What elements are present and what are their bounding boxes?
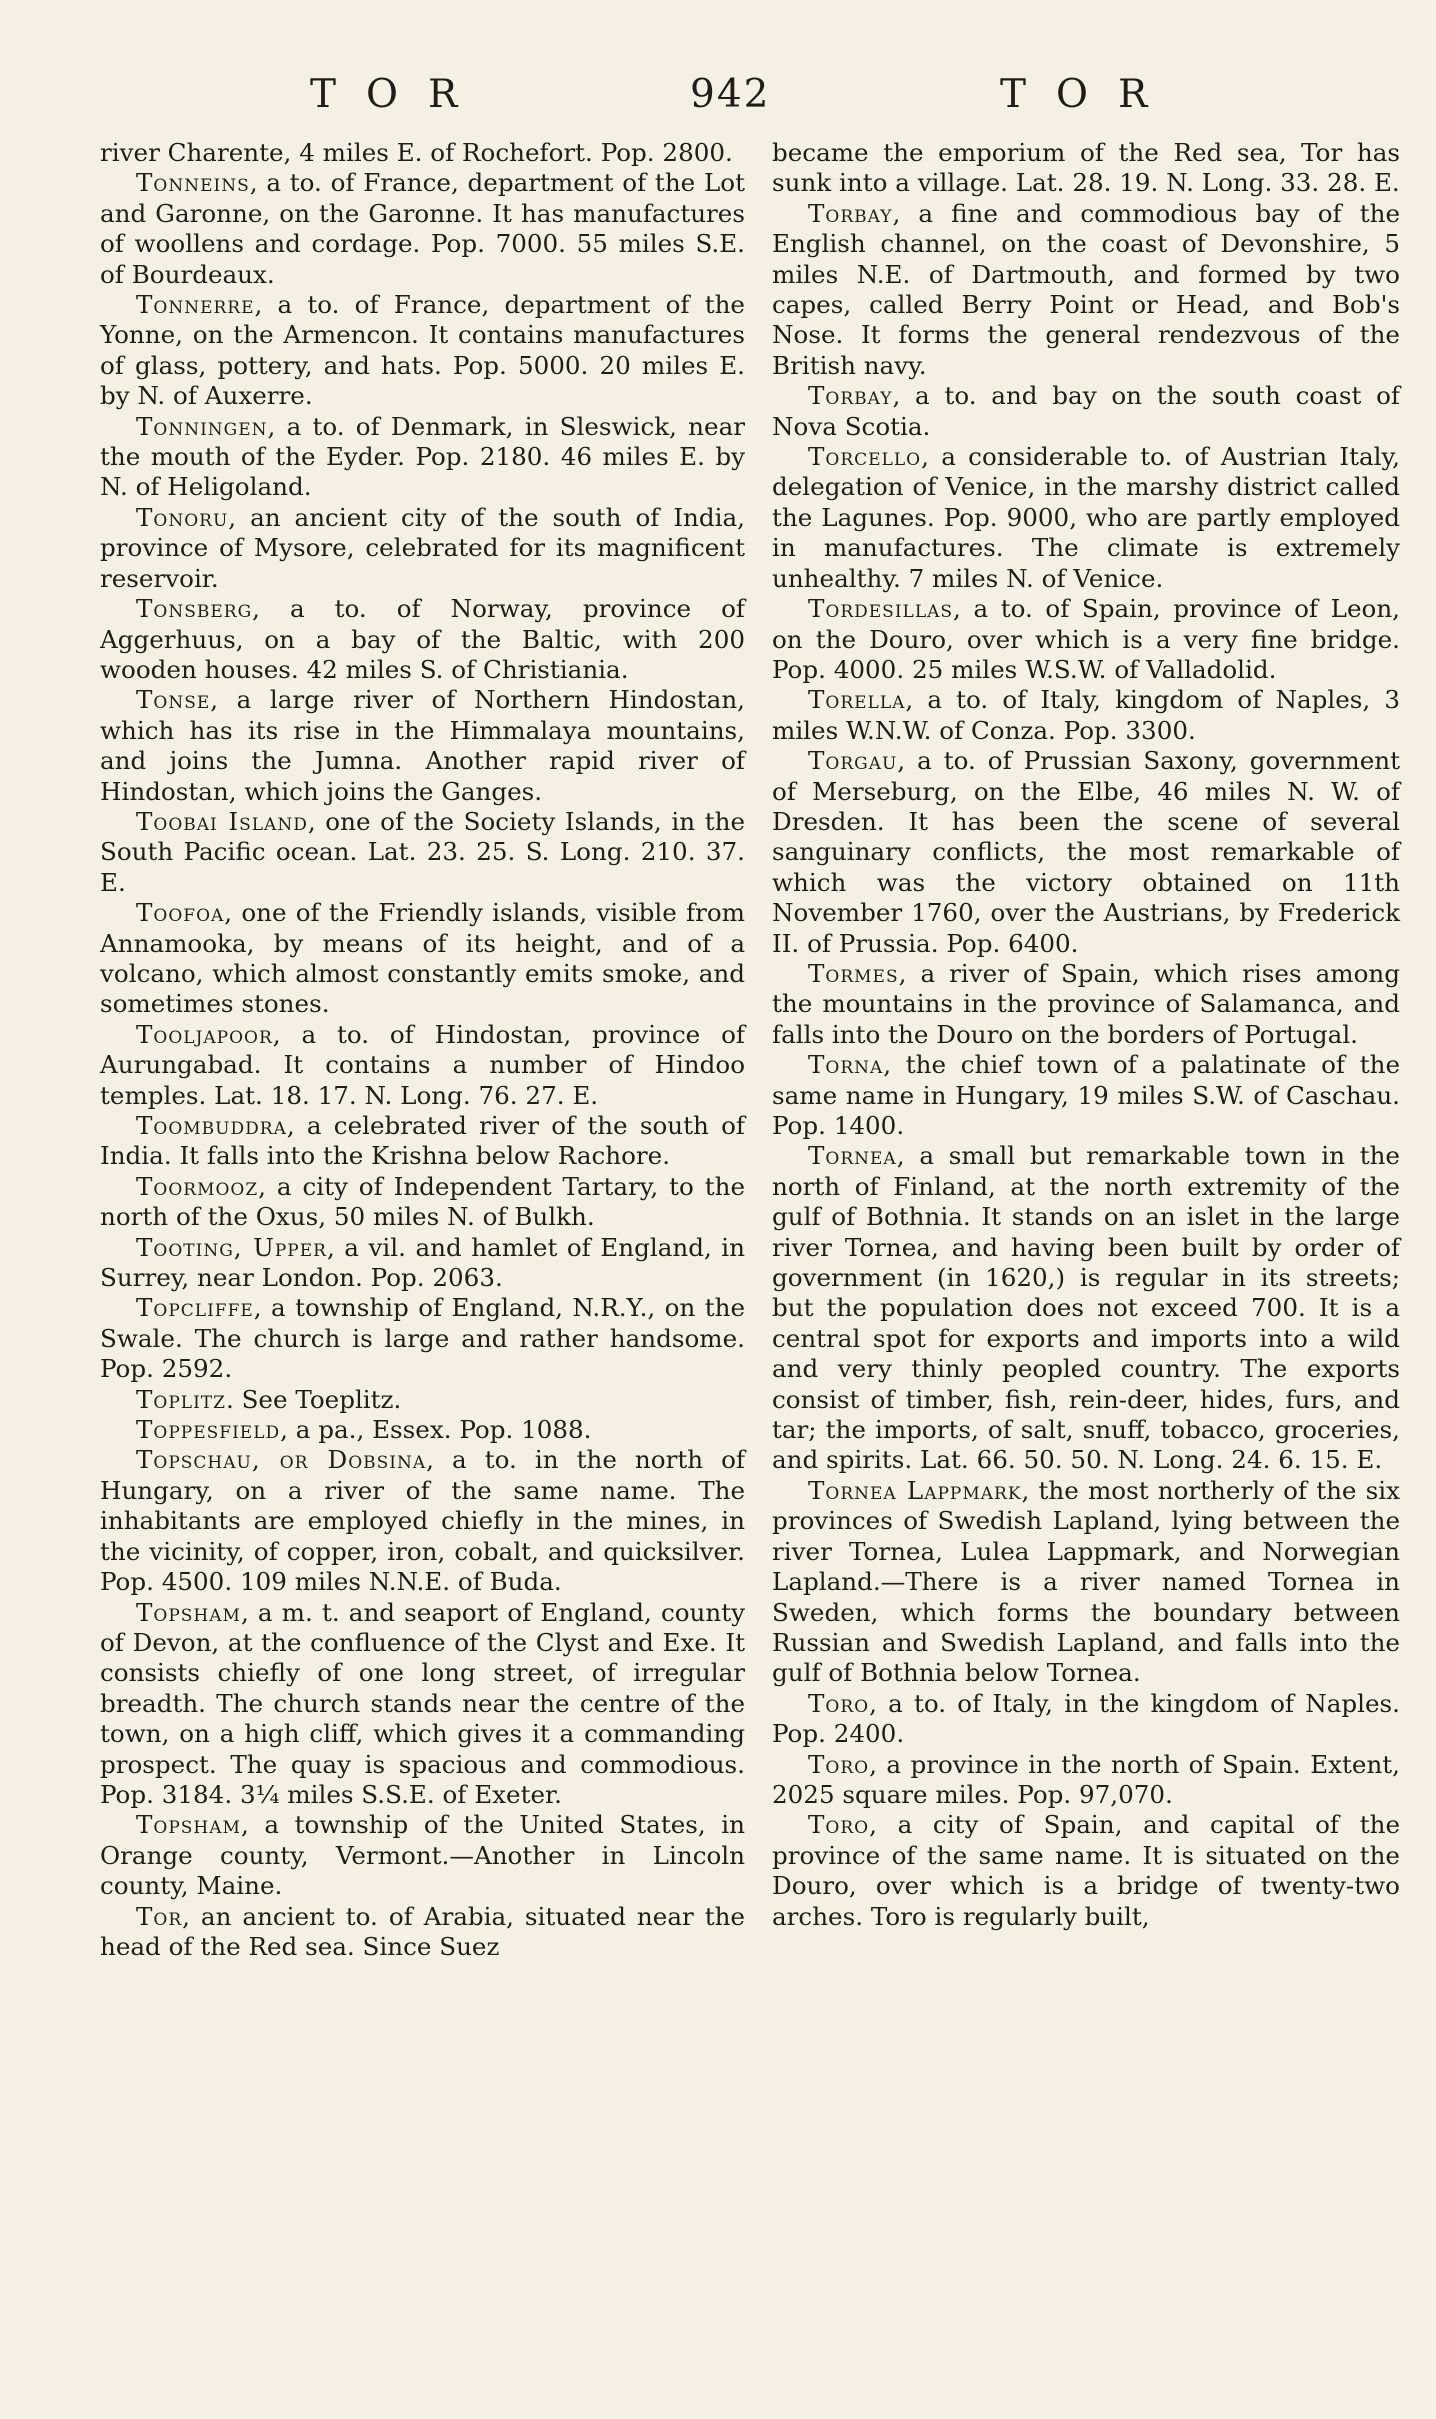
- gazetteer-entry: [772, 1689, 1400, 1750]
- entry-text: , a large river of Northern Hindostan, which has its rise in the Himmalaya mountains, and joins the Jumna. Another rapid river of Hindostan, which joins the Ganges.: [100, 685, 745, 806]
- entry-text: , a to. of Italy, in the kingdom of Naples. Pop. 2400.: [772, 1688, 1400, 1749]
- running-head-left: TOR: [310, 72, 488, 117]
- gazetteer-entry: [100, 1020, 745, 1111]
- gazetteer-entry: [100, 807, 745, 898]
- gazetteer-entry: [772, 1750, 1400, 1811]
- entry-text: became the emporium of the Red sea, Tor has sunk into a village. Lat. 28. 19. N. Long. 33. 28. E.: [772, 138, 1400, 198]
- entry-headword: Tonningen: [136, 411, 268, 441]
- entry-text: , a province in the north of Spain. Extent, 2025 square miles. Pop. 97,070.: [772, 1749, 1400, 1809]
- gazetteer-entry: [100, 1293, 745, 1384]
- entry-headword: Torgau: [808, 746, 898, 776]
- running-head-right: TOR: [1000, 72, 1178, 117]
- entry-headword: Tonneins: [136, 168, 250, 198]
- gazetteer-entry: [772, 746, 1400, 959]
- entry-headword: Toro: [808, 1810, 870, 1840]
- entry-headword: Topsham: [136, 1810, 241, 1840]
- entry-text: , a to. of France, department of the Yonne, on the Armencon. It contains manufactures of glass, pottery, and hats. Pop. 5000. 20 miles E. by N. of Auxerre.: [100, 290, 745, 411]
- entry-headword: Topsham: [136, 1597, 241, 1627]
- entry-text: . See Toeplitz.: [225, 1384, 402, 1414]
- entry-text: , a pa., Essex. Pop. 1088.: [280, 1415, 592, 1445]
- gazetteer-entry: [100, 1445, 745, 1597]
- entry-text: , a to. of Hindostan, province of Aurungabad. It contains a number of Hindoo temples. Lat. 18. 17. N. Long. 76. 27. E.: [100, 1019, 745, 1110]
- entry-headword: Topcliffe: [136, 1293, 254, 1323]
- entry-text: , a to. of Norway, province of Aggerhuus, on a bay of the Baltic, with 200 wooden houses. 42 miles S. of Christiania.: [100, 594, 745, 684]
- entry-text: , a township of the United States, in Orange county, Vermont.—Another in Lincoln county, Maine.: [100, 1810, 745, 1901]
- entry-text: , a to. and bay on the south coast of Nova Scotia.: [772, 381, 1400, 441]
- entry-text: , the chief town of a palatinate of the same name in Hungary, 19 miles S.W. of Caschau. Pop. 1400.: [772, 1050, 1400, 1140]
- entry-text: , a celebrated river of the south of India. It falls into the Krishna below Rachore.: [100, 1111, 745, 1171]
- gazetteer-entry: [100, 1111, 745, 1172]
- entry-headword: Tonnerre: [136, 290, 255, 320]
- entry-text: , a city of Independent Tartary, to the north of the Oxus, 50 miles N. of Bulkh.: [100, 1171, 745, 1232]
- gazetteer-entry: [772, 1476, 1400, 1689]
- entry-text: , a to. of Denmark, in Sleswick, near the mouth of the Eyder. Pop. 2180. 46 miles E. by N. of Heligoland.: [100, 411, 745, 502]
- entry-headword: Tonoru: [136, 502, 229, 532]
- gazetteer-entry: [772, 959, 1400, 1050]
- entry-headword: Tooljapoor: [136, 1019, 273, 1049]
- gazetteer-entry: [772, 138, 1400, 199]
- gazetteer-entry: [100, 594, 745, 685]
- entry-text: , a city of Spain, and capital of the province of the same name. It is situated on the Douro, over which is a bridge of twenty-two arches. Toro is regularly built,: [772, 1810, 1400, 1931]
- entry-text: , an ancient to. of Arabia, situated near the head of the Red sea. Since Suez: [100, 1901, 745, 1961]
- gazetteer-entry: [100, 685, 745, 807]
- entry-text: , a m. t. and seaport of England, county of Devon, at the confluence of the Clyst and Exe. It consists chiefly of one long street, of irregular breadth. The church stands near the centre of the town, on a high cliff, which gives it a commanding prospect. The quay is spacious and commodious. Pop. 3184. 3¼ miles S.S.E. of Exeter.: [100, 1597, 745, 1809]
- page-number: 942: [690, 72, 771, 117]
- entry-headword: Tormes: [808, 958, 899, 988]
- gazetteer-entry: [772, 685, 1400, 746]
- entry-text: river Charente, 4 miles E. of Rochefort. Pop. 2800.: [100, 138, 733, 167]
- gazetteer-entry: [772, 442, 1400, 594]
- entry-text: , a to. of France, department of the Lot and Garonne, on the Garonne. It has manufactures of woollens and cordage. Pop. 7000. 55 miles S.E. of Bourdeaux.: [100, 168, 745, 289]
- entry-headword: Torbay: [808, 198, 893, 228]
- gazetteer-entry: [100, 898, 745, 1020]
- entry-headword: Tor: [136, 1901, 183, 1931]
- entry-headword: Topschau, or Dobsina: [136, 1445, 427, 1475]
- entry-text: , an ancient city of the south of India, province of Mysore, celebrated for its magnificent reservoir.: [100, 502, 745, 593]
- entry-headword: Toobai Island: [136, 806, 308, 836]
- entry-headword: Torna: [808, 1050, 884, 1080]
- right-column: [772, 138, 1400, 1932]
- entry-text: , a vil. and hamlet of England, in Surrey, near London. Pop. 2063.: [100, 1232, 745, 1293]
- entry-headword: Tornea: [808, 1141, 897, 1171]
- entry-headword: Torcello: [808, 442, 922, 472]
- entry-headword: Toro: [808, 1749, 870, 1779]
- entry-text: , the most northerly of the six provinces of Swedish Lapland, lying between the river Tornea, Lulea Lappmark, and Norwegian Lapland.—There is a river named Tornea in Sweden, which forms the boundary between Russian and Swedish Lapland, and falls into the gulf of Bothnia below Tornea.: [772, 1475, 1400, 1688]
- entry-text: , one of the Friendly islands, visible from Annamooka, by means of its height, and of a volcano, which almost constantly emits smoke, and sometimes stones.: [100, 898, 745, 1019]
- entry-headword: Torella: [808, 685, 906, 715]
- entry-headword: Tonse: [136, 685, 211, 715]
- entry-text: , a fine and commodious bay of the English channel, on the coast of Devonshire, 5 miles N.E. of Dartmouth, and formed by two capes, called Berry Point or Head, and Bob's Nose. It forms the general rendezvous of the British navy.: [772, 198, 1400, 380]
- gazetteer-entry: [100, 1902, 745, 1963]
- gazetteer-entry: [772, 199, 1400, 381]
- gazetteer-entry: [100, 1385, 745, 1415]
- entry-text: , a to. of Spain, province of Leon, on the Douro, over which is a very fine bridge. Pop. 4000. 25 miles W.S.W. of Valladolid.: [772, 594, 1400, 684]
- entry-text: , a considerable to. of Austrian Italy, delegation of Venice, in the marshy district called the Lagunes. Pop. 9000, who are partly employed in manufactures. The climate is extremely unhealthy. 7 miles N. of Venice.: [772, 442, 1400, 593]
- gazetteer-entry: [100, 168, 745, 290]
- entry-headword: Toppesfield: [136, 1415, 281, 1445]
- entry-headword: Torbay: [808, 381, 893, 411]
- entry-text: , a to. in the north of Hungary, on a river of the same name. The inhabitants are employed chiefly in the mines, in the vicinity, of copper, iron, cobalt, and quicksilver. Pop. 4500. 109 miles N.N.E. of Buda.: [100, 1445, 745, 1597]
- entry-text: , a township of England, N.R.Y., on the Swale. The church is large and rather handsome. Pop. 2592.: [100, 1293, 745, 1384]
- gazetteer-entry: [100, 138, 745, 168]
- gazetteer-entry: [772, 1141, 1400, 1475]
- entry-headword: Toormooz: [136, 1171, 259, 1201]
- gazetteer-entry: [100, 1172, 745, 1233]
- gazetteer-entry: [772, 1810, 1400, 1932]
- gazetteer-entry: [100, 412, 745, 503]
- entry-headword: Tornea Lappmark: [808, 1475, 1022, 1505]
- entry-headword: Toro: [808, 1688, 870, 1718]
- running-head: [100, 72, 1350, 132]
- gazetteer-entry: [100, 1598, 745, 1811]
- gazetteer-entry: [100, 1233, 745, 1294]
- gazetteer-entry: [100, 1810, 745, 1901]
- gazetteer-entry: [772, 594, 1400, 685]
- gazetteer-entry: [100, 1415, 745, 1445]
- entry-headword: Toplitz: [136, 1384, 226, 1414]
- entry-headword: Tordesillas: [808, 594, 954, 624]
- gazetteer-entry: [100, 290, 745, 412]
- entry-text: , a small but remarkable town in the north of Finland, at the north extremity of the gulf of Bothnia. It stands on an islet in the large river Tornea, and having been built by order of government (in 1620,) is regular in its streets; but the population does not exceed 700. It is a central spot for exports and imports into a wild and very thinly peopled country. The exports consist of timber, fish, rein-deer, hides, furs, and tar; the imports, of salt, snuff, tobacco, groceries, and spirits. Lat. 66. 50. 50. N. Long. 24. 6. 15. E.: [772, 1141, 1400, 1475]
- left-column: [100, 138, 745, 1962]
- gazetteer-entry: [772, 381, 1400, 442]
- entry-text: , a river of Spain, which rises among the mountains in the province of Salamanca, and falls into the Douro on the borders of Portugal.: [772, 958, 1400, 1049]
- entry-text: , a to. of Prussian Saxony, government of Merseburg, on the Elbe, 46 miles N. W. of Dresden. It has been the scene of several sanguinary conflicts, the most remarkable of which was the victory obtained on 11th November 1760, over the Austrians, by Frederick II. of Prussia. Pop. 6400.: [772, 746, 1400, 958]
- entry-text: , a to. of Italy, kingdom of Naples, 3 miles W.N.W. of Conza. Pop. 3300.: [772, 685, 1400, 745]
- entry-headword: Toombuddra: [136, 1111, 287, 1140]
- entry-headword: Tooting, Upper: [136, 1232, 327, 1262]
- entry-text: , one of the Society Islands, in the South Pacific ocean. Lat. 23. 25. S. Long. 210. 37. E.: [100, 806, 745, 897]
- entry-headword: Tonsberg: [136, 594, 253, 624]
- gazetteer-entry: [100, 503, 745, 594]
- entry-headword: Toofoa: [136, 898, 225, 928]
- gazetteer-entry: [772, 1050, 1400, 1141]
